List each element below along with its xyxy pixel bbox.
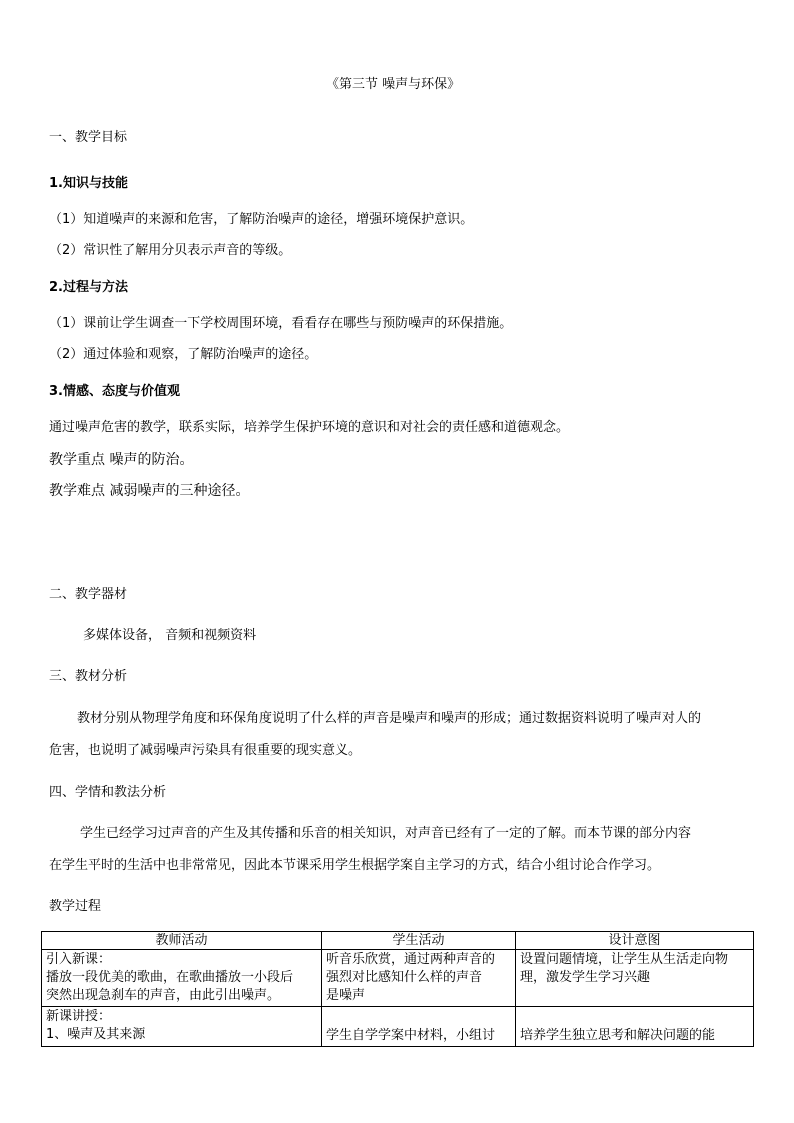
cell-line: 强烈对比感知什么样的声音 xyxy=(326,970,483,985)
section-heading-method: 四、学情和教法分析 xyxy=(49,785,167,800)
teaching-process-table xyxy=(41,931,754,1047)
cell-line: 突然出现急刹车的声音，由此引出噪声。 xyxy=(46,988,281,1003)
cell-line: 学生自学学案中材料，小组讨 xyxy=(326,1028,496,1043)
subheading-emotion: 3.情感、态度与价值观 xyxy=(49,384,180,399)
intent-cell xyxy=(516,950,754,1007)
process-heading: 教学过程 xyxy=(49,899,102,914)
cell-line: 设置问题情境，让学生从生活走向物 xyxy=(520,952,729,967)
cell-line: 是噪声 xyxy=(326,988,366,1003)
cell-line: 新课讲授： xyxy=(46,1009,112,1024)
emotion-text: 通过噪声危害的教学，联系实际，培养学生保护环境的意识和对社会的责任感和道德观念。 xyxy=(49,420,570,435)
section-heading-materials: 二、教学器材 xyxy=(49,587,128,602)
teaching-difficulty: 教学难点 减弱噪声的三种途径。 xyxy=(49,483,250,499)
knowledge-item-2: （2）常识性了解用分贝表示声音的等级。 xyxy=(49,243,292,258)
teaching-focus: 教学重点 噪声的防治。 xyxy=(49,452,194,468)
analysis-line-2: 危害，也说明了减弱噪声污染具有很重要的现实意义。 xyxy=(49,743,362,758)
header-teacher: 教师活动 xyxy=(42,932,322,950)
student-cell xyxy=(322,950,516,1007)
cell-line: 理，激发学生学习兴趣 xyxy=(520,970,651,985)
process-item-2: （2）通过体验和观察，了解防治噪声的途径。 xyxy=(49,347,318,362)
process-item-1: （1）课前让学生调查一下学校周围环境，看看存在哪些与预防噪声的环保措施。 xyxy=(49,316,513,331)
intent-cell xyxy=(516,1007,754,1047)
student-cell xyxy=(322,1007,516,1047)
section-heading-objectives: 一、教学目标 xyxy=(49,130,128,145)
subheading-process: 2.过程与方法 xyxy=(49,280,128,295)
method-line-2: 在学生平时的生活中也非常常见，因此本节课采用学生根据学案自主学习的方式，结合小组讨论合作学习。 xyxy=(49,858,661,873)
cell-line: 1、噪声及其来源 xyxy=(46,1027,146,1042)
teacher-cell xyxy=(42,1007,322,1047)
method-line-1: 学生已经学习过声音的产生及其传播和乐音的相关知识，对声音已经有了一定的了解。而本节课的部分内容 xyxy=(80,826,692,841)
table-row xyxy=(42,1007,754,1047)
header-student: 学生活动 xyxy=(322,932,516,950)
cell-line: 播放一段优美的歌曲，在歌曲播放一小段后 xyxy=(46,970,294,985)
knowledge-item-1: （1）知道噪声的来源和危害，了解防治噪声的途径，增强环境保护意识。 xyxy=(49,212,474,227)
section-heading-analysis: 三、教材分析 xyxy=(49,669,128,684)
subheading-knowledge: 1.知识与技能 xyxy=(49,176,128,191)
cell-line: 引入新课： xyxy=(46,952,112,967)
cell-line: 听音乐欣赏，通过两种声音的 xyxy=(326,952,496,967)
header-intent: 设计意图 xyxy=(516,932,754,950)
table-header-row xyxy=(42,932,754,950)
cell-line: 培养学生独立思考和解决问题的能 xyxy=(520,1028,716,1043)
analysis-line-1: 教材分别从物理学角度和环保角度说明了什么样的声音是噪声和噪声的形成；通过数据资料说明了噪声对人的 xyxy=(77,711,702,726)
materials-text: 多媒体设备， 音频和视频资料 xyxy=(83,628,257,643)
table-row xyxy=(42,950,754,1007)
teacher-cell xyxy=(42,950,322,1007)
document-title: 《第三节 噪声与环保》 xyxy=(326,77,461,92)
